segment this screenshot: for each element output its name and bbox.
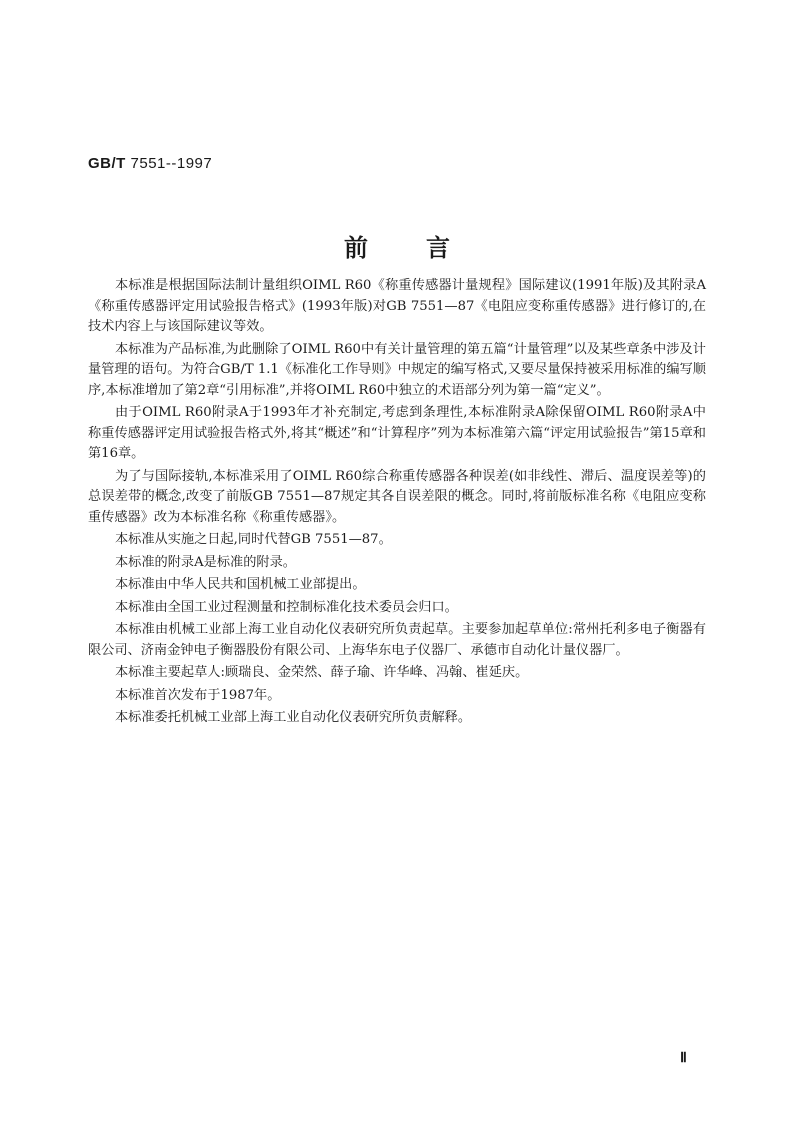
standard-code (88, 155, 212, 172)
paragraph: 本标准首次发布于1987年。 (115, 687, 281, 703)
paragraph: 为了与国际接轨,本标准采用了OIML R60综合称重传感器各种误差(如非线性、滞后、温度误差等)的总误差带的概念,改变了前版GB 7551—87规定其各自误差限的概念。同时,将前版标准名称《电阻应变称重传感器》改为本标准名称《称重传感器》。 (88, 468, 706, 525)
paragraph: 本标准由中华人民共和国机械工业部提出。 (115, 577, 366, 592)
paragraph: 由于OIML R60附录A于1993年才补充制定,考虑到条理性,本标准附录A除保留OIML R60附录A中称重传感器评定用试验报告格式外,将其“概述”和“计算程序”列为本标准第六篇“评定用试验报告”第15章和第16章。 (88, 405, 706, 461)
paragraph: 本标准是根据国际法制计量组织OIML R60《称重传感器计量规程》国际建议(1991年版)及其附录A《称重传感器评定用试验报告格式》(1993年版)对GB 7551—87《电阻应变称重传感器》进行修订的,在技术内容上与该国际建议等效。 (88, 278, 706, 334)
page-number: Ⅱ (680, 1051, 687, 1066)
paragraph: 本标准主要起草人:顾瑞良、金荣然、薛子瑜、许华峰、冯翰、崔延庆。 (115, 665, 529, 680)
standard-code-number: 7551--1997 (130, 155, 213, 172)
foreword-body (88, 276, 706, 731)
page-title: 前言 (344, 234, 508, 262)
standard-code-prefix: GB/T (88, 155, 126, 172)
paragraph: 本标准委托机械工业部上海工业自动化仪表研究所负责解释。 (115, 710, 472, 725)
paragraph: 本标准由全国工业过程测量和控制标准化技术委员会归口。 (115, 599, 458, 615)
paragraph: 本标准从实施之日起,同时代替GB 7551—87。 (115, 532, 392, 547)
paragraph: 本标准的附录A是标准的附录。 (115, 554, 296, 570)
paragraph: 本标准为产品标准,为此删除了OIML R60中有关计量管理的第五篇“计量管理”以及某些章条中涉及计量管理的语句。为符合GB/T 1.1《标准化工作导则》中规定的编写格式,又要尽量保持被采用标准的编写顺序,本标准增加了第2章“引用标准”,并将OIML R60中独立的术语部分列为第一篇“定义”。 (88, 341, 706, 398)
paragraph: 本标准由机械工业部上海工业自动化仪表研究所负责起草。主要参加起草单位:常州托利多电子衡器有限公司、济南金钟电子衡器股份有限公司、上海华东电子仪器厂、承德市自动化计量仪器厂。 (88, 622, 706, 658)
